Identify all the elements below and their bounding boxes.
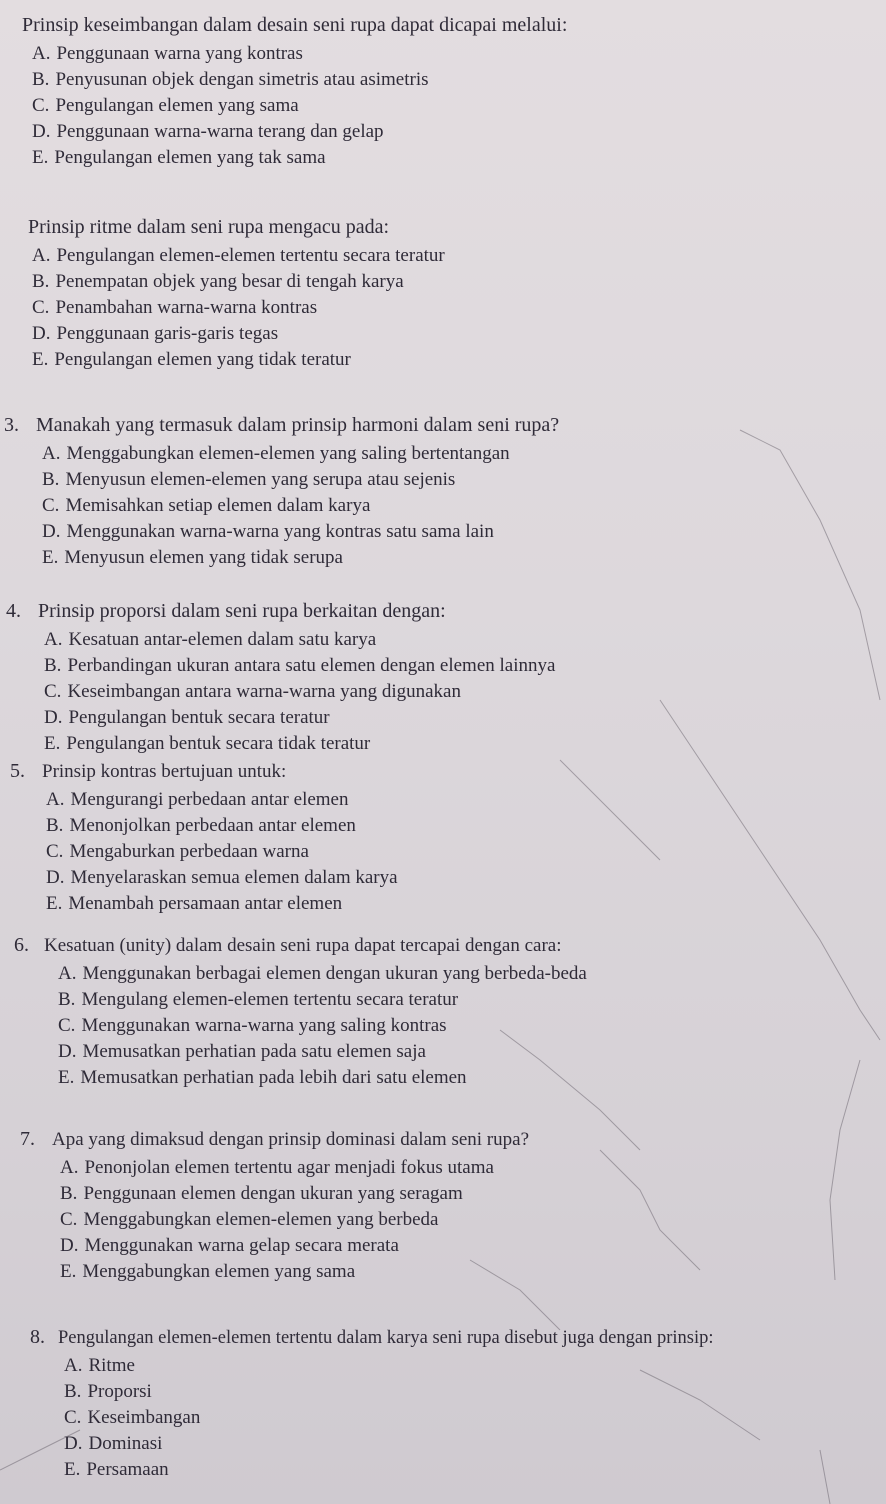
option-b[interactable]: B. Proporsi <box>64 1381 152 1402</box>
question-number <box>0 216 8 239</box>
question-text: Apa yang dimaksud dengan prinsip dominasi dalam seni rupa? <box>52 1129 530 1150</box>
question-7 <box>0 1128 880 1285</box>
option-c[interactable]: C. Menggabungkan elemen-elemen yang berbeda <box>60 1209 439 1230</box>
question-number: 3. <box>4 414 19 436</box>
option-a[interactable]: A. Mengurangi perbedaan antar elemen <box>46 789 349 810</box>
question-text: Pengulangan elemen-elemen tertentu dalam karya seni rupa disebut juga dengan prinsip: <box>58 1328 714 1348</box>
question-2 <box>0 216 880 373</box>
option-d[interactable]: D. Menggunakan warna gelap secara merata <box>60 1235 399 1256</box>
question-text: Manakah yang termasuk dalam prinsip harmoni dalam seni rupa? <box>36 414 560 436</box>
option-e[interactable]: E. Pengulangan elemen yang tidak teratur <box>32 349 351 370</box>
question-5 <box>0 760 880 917</box>
question-number: 8. <box>30 1326 45 1348</box>
option-c[interactable]: C. Pengulangan elemen yang sama <box>32 95 299 116</box>
question-text: Prinsip keseimbangan dalam desain seni rupa dapat dicapai melalui: <box>22 14 568 36</box>
option-e[interactable]: E. Pengulangan elemen yang tak sama <box>32 147 326 168</box>
question-text: Kesatuan (unity) dalam desain seni rupa dapat tercapai dengan cara: <box>44 935 562 956</box>
question-number: 4. <box>6 600 21 622</box>
option-e[interactable]: E. Menggabungkan elemen yang sama <box>60 1261 356 1282</box>
option-d[interactable]: D. Penggunaan garis-garis tegas <box>32 323 279 344</box>
option-a[interactable]: A. Penonjolan elemen tertentu agar menjadi fokus utama <box>60 1157 494 1178</box>
option-b[interactable]: B. Penempatan objek yang besar di tengah karya <box>32 271 404 292</box>
option-b[interactable]: B. Mengulang elemen-elemen tertentu secara teratur <box>58 989 459 1010</box>
option-a[interactable]: A. Pengulangan elemen-elemen tertentu secara teratur <box>32 245 445 266</box>
question-1 <box>0 14 880 171</box>
question-number: 7. <box>20 1128 35 1150</box>
option-d[interactable]: D. Memusatkan perhatian pada satu elemen saja <box>58 1041 426 1062</box>
option-d[interactable]: D. Penggunaan warna-warna terang dan gelap <box>32 121 384 142</box>
option-e[interactable]: E. Menambah persamaan antar elemen <box>46 893 343 914</box>
option-c[interactable]: C. Mengaburkan perbedaan warna <box>46 841 309 862</box>
option-b[interactable]: B. Penggunaan elemen dengan ukuran yang seragam <box>60 1183 463 1204</box>
question-8 <box>0 1326 880 1483</box>
option-d[interactable]: D. Menyelaraskan semua elemen dalam karya <box>46 867 398 888</box>
option-b[interactable]: B. Penyusunan objek dengan simetris atau asimetris <box>32 69 429 90</box>
option-c[interactable]: C. Keseimbangan <box>64 1407 201 1428</box>
option-e[interactable]: E. Persamaan <box>64 1459 169 1480</box>
option-a[interactable]: A. Menggunakan berbagai elemen dengan ukuran yang berbeda-beda <box>58 963 587 984</box>
question-number: 6. <box>14 934 29 956</box>
option-a[interactable]: A. Ritme <box>64 1355 135 1376</box>
option-c[interactable]: C. Menggunakan warna-warna yang saling kontras <box>58 1015 447 1036</box>
question-4 <box>0 600 880 757</box>
option-e[interactable]: E. Memusatkan perhatian pada lebih dari satu elemen <box>58 1067 467 1088</box>
question-3 <box>0 414 880 571</box>
question-text: Prinsip kontras bertujuan untuk: <box>42 761 287 782</box>
question-text: Prinsip ritme dalam seni rupa mengacu pada: <box>28 216 390 238</box>
option-b[interactable]: B. Menyusun elemen-elemen yang serupa atau sejenis <box>42 469 456 490</box>
question-number: 5. <box>10 760 25 782</box>
option-c[interactable]: C. Memisahkan setiap elemen dalam karya <box>42 495 371 516</box>
option-a[interactable]: A. Menggabungkan elemen-elemen yang saling bertentangan <box>42 443 510 464</box>
option-b[interactable]: B. Menonjolkan perbedaan antar elemen <box>46 815 356 836</box>
option-b[interactable]: B. Perbandingan ukuran antara satu elemen dengan elemen lainnya <box>44 655 556 676</box>
option-c[interactable]: C. Keseimbangan antara warna-warna yang digunakan <box>44 681 461 702</box>
option-e[interactable]: E. Pengulangan bentuk secara tidak teratur <box>44 733 371 754</box>
option-a[interactable]: A. Penggunaan warna yang kontras <box>32 43 303 64</box>
question-text: Prinsip proporsi dalam seni rupa berkaitan dengan: <box>38 600 446 622</box>
option-d[interactable]: D. Dominasi <box>64 1433 163 1454</box>
option-c[interactable]: C. Penambahan warna-warna kontras <box>32 297 318 318</box>
option-d[interactable]: D. Menggunakan warna-warna yang kontras satu sama lain <box>42 521 494 542</box>
option-d[interactable]: D. Pengulangan bentuk secara teratur <box>44 707 330 728</box>
option-a[interactable]: A. Kesatuan antar-elemen dalam satu karya <box>44 629 377 650</box>
question-6 <box>0 934 880 1091</box>
option-e[interactable]: E. Menyusun elemen yang tidak serupa <box>42 547 343 568</box>
